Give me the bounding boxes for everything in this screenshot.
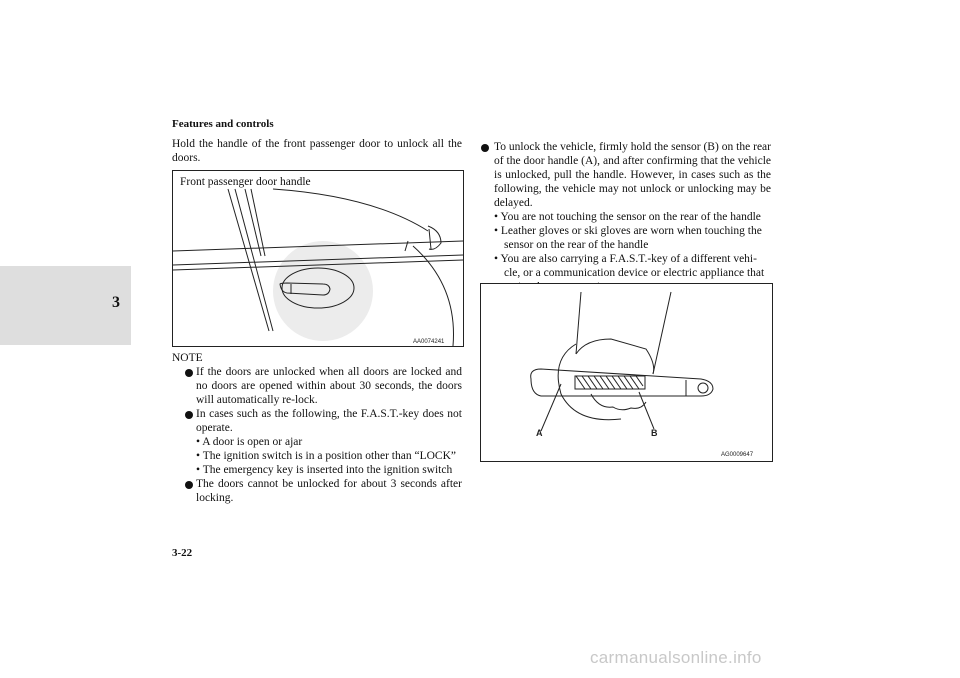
figure-caption: Front passenger door handle	[180, 176, 311, 188]
note-heading: NOTE	[172, 352, 203, 364]
bullet-icon	[481, 144, 489, 152]
note-sub-item: • The emergency key is inserted into the ignition switch	[196, 464, 453, 476]
page-number: 3-22	[172, 547, 193, 559]
chapter-number: 3	[112, 294, 120, 311]
section-title: Features and controls	[172, 118, 274, 130]
condition-item: • You are not touching the sensor on the rear of the handle	[494, 211, 761, 223]
note-bullet-2: In cases such as the following, the F.A.S.T.-key does not operate.	[196, 408, 462, 434]
note-sub-item: • A door is open or ajar	[196, 436, 303, 448]
door-illustration	[173, 171, 463, 346]
figure-code: AG0009647	[721, 452, 754, 458]
handle-sensor-illustration	[481, 284, 772, 461]
bullet-icon	[185, 411, 193, 419]
condition-item: sensor on the rear of the handle	[504, 239, 649, 251]
handle-highlight-circle	[273, 241, 373, 341]
note-bullet-3: The doors cannot be unlocked for about 3 seconds after locking.	[196, 478, 462, 504]
door-handle-sensor-figure	[480, 283, 773, 462]
label-b: B	[651, 428, 658, 438]
front-door-handle-figure	[172, 170, 464, 347]
note-bullet-1: If the doors are unlocked when all doors are locked and no doors are opened within about 30 seconds, the doors will automatically re-lock.	[196, 366, 462, 406]
intro-paragraph: Hold the handle of the front passenger door to unlock all the doors.	[172, 138, 462, 164]
condition-item: • You are also carrying a F.A.S.T.-key of a different vehi-	[494, 253, 757, 265]
condition-item: cle, or a communication device or electric appliance that	[504, 267, 765, 279]
figure-code: AA0074241	[413, 339, 445, 345]
bullet-icon	[185, 481, 193, 489]
bullet-icon	[185, 369, 193, 377]
unlock-instruction: To unlock the vehicle, firmly hold the sensor (B) on the rear of the door handle (A), and after confirming that the vehicle is unlocked, pull the handle. However, in cases such as the following, the vehicle may not unlock or unlocking may be delayed.	[494, 141, 771, 209]
note-sub-item: • The ignition switch is in a position other than “LOCK”	[196, 450, 456, 462]
label-a: A	[536, 428, 543, 438]
condition-item: • Leather gloves or ski gloves are worn when touching the	[494, 225, 762, 237]
watermark: carmanualsonline.info	[590, 648, 762, 667]
